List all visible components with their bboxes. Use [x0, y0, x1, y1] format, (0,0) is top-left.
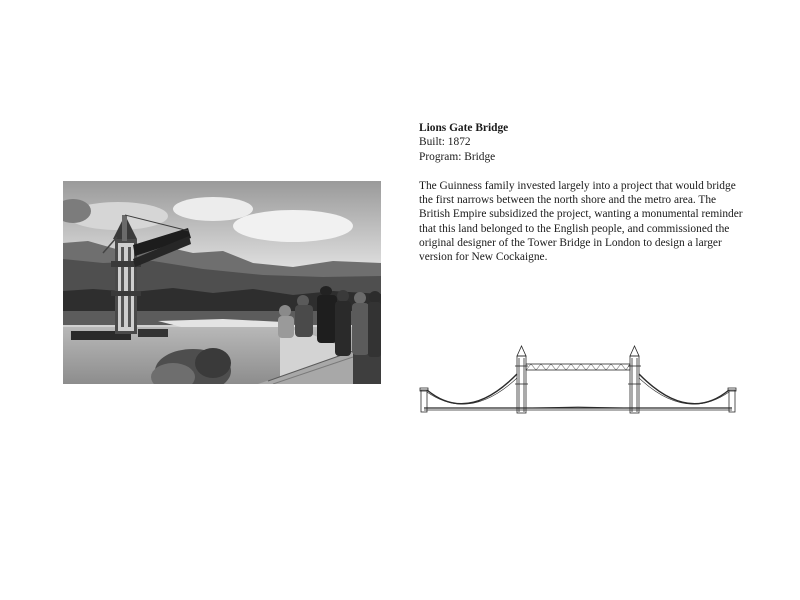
built-year: Built: 1872	[419, 136, 471, 149]
bridge-title: Lions Gate Bridge	[419, 122, 509, 134]
description-paragraph: The Guinness family invested largely into a project that would bridge the first narrows between the north shore and the metro area. The British Empire subsidized the project, wanting a monumental reminder that this land belonged to the English people, and commissioned the original designer of the Tower Bridge in London to design a larger version for New Cockaigne.	[419, 179, 743, 264]
program-type: Program: Bridge	[419, 150, 496, 163]
caption-block	[419, 121, 749, 265]
bridge-elevation-drawing	[418, 344, 738, 416]
construction-photo	[63, 181, 381, 384]
